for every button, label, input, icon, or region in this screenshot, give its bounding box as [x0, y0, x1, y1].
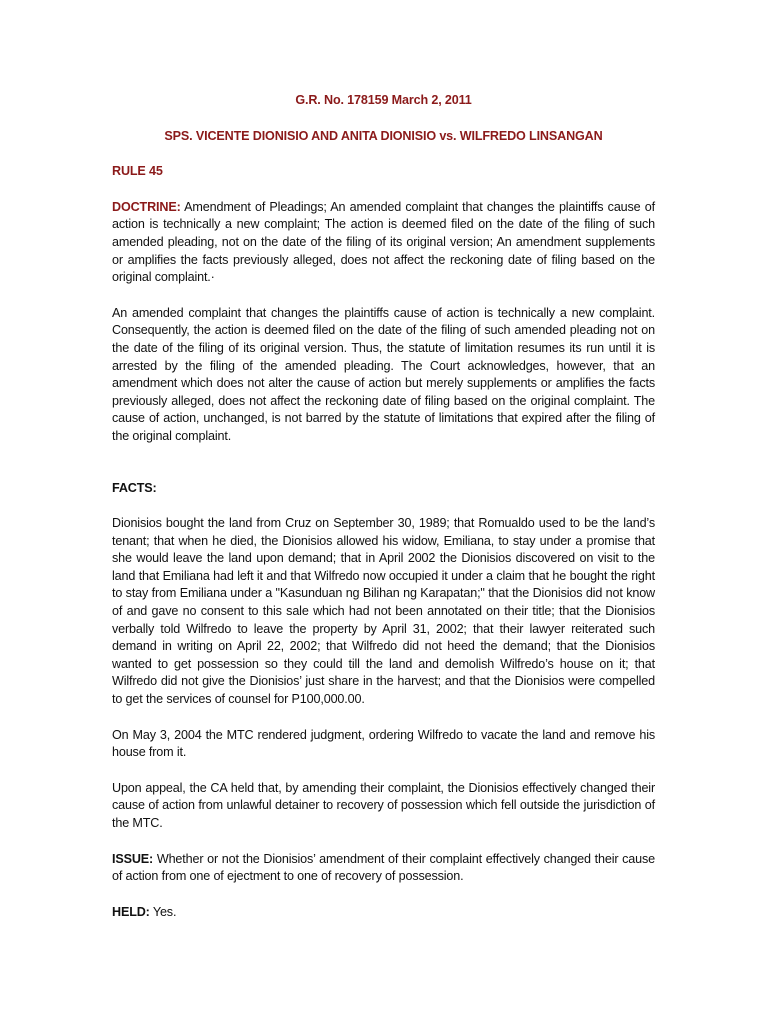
doctrine-paragraph — [112, 199, 655, 287]
issue-paragraph — [112, 851, 655, 886]
summary-paragraph: An amended complaint that changes the plaintiffs cause of action is technically a new complaint. Consequently, the action is deemed filed on the date of the filing of such amended pleading not on the date of the filing of its original version. Thus, the statute of limitation resumes its run until it is arrested by the filing of the amended pleading. The Court acknowledges, however, that an amendment which does not alter the cause of action but merely supplements or amplifies the facts previously alleged, does not affect the reckoning date of filing based on the original complaint. The cause of action, unchanged, is not barred by the statute of limitations that expired after the filing of the original complaint. — [112, 305, 655, 443]
facts-label: FACTS: — [112, 480, 157, 495]
rule-label: RULE 45 — [112, 164, 163, 179]
facts-paragraph-1: Dionisios bought the land from Cruz on September 30, 1989; that Romualdo used to be the land’s tenant; that when he died, the Dionisios allowed his widow, Emiliana, to stay under a promise that she would leave the land upon demand; that in April 2002 the Dionisios discovered on visit to the land that Emiliana had left it and that Wilfredo now occupied it under a claim that he bought the right to stay from Emiliana under a "Kasunduan ng Bilihan ng Karapatan;" that the Dionisios did not know of and gave no consent to this sale which had not been annotated on their title; that the Dionisios verbally told Wilfredo to leave the property by April 31, 2002; that their lawyer reiterated such demand in writing on April 22, 2002; that Wilfredo did not heed the demand; that the Dionisios wanted to get possession so they could till the land and demolish Wilfredo’s house on it; that Wilfredo did not give the Dionisios’ just share in the harvest; and that the Dionisios were compelled to get the services of counsel for P100,000.00. — [112, 516, 655, 707]
held-paragraph — [112, 904, 655, 922]
held-text: Yes. — [149, 904, 177, 919]
issue-text: Whether or not the Dionisios’ amendment of their complaint effectively changed their cause of action from one of ejectment to one of recovery of possession. — [112, 851, 655, 884]
doctrine-label: DOCTRINE: — [112, 199, 181, 214]
case-number: G.R. No. 178159 March 2, 2011 — [295, 93, 472, 107]
facts-paragraph-2: On May 3, 2004 the MTC rendered judgment, ordering Wilfredo to vacate the land and remove his house from it. — [112, 727, 655, 760]
held-label: HELD: — [112, 904, 150, 919]
facts-paragraph-3: Upon appeal, the CA held that, by amending their complaint, the Dionisios effectively changed their cause of action from unlawful detainer to recovery of possession which fell outside the jurisdiction of the MTC. — [112, 780, 655, 830]
issue-label: ISSUE: — [112, 851, 154, 866]
doctrine-text: Amendment of Pleadings; An amended complaint that changes the plaintiffs cause of action is technically a new complaint; The action is deemed filed on the date of the filing of such amended pleading, not on the date of the filing of its original version; An amendment supplements or amplifies the facts previously alleged, does not affect the reckoning date of filing based on the original complaint.· — [112, 199, 655, 285]
case-title: SPS. VICENTE DIONISIO AND ANITA DIONISIO vs. WILFREDO LINSANGAN — [164, 128, 603, 143]
document-page — [112, 92, 655, 939]
